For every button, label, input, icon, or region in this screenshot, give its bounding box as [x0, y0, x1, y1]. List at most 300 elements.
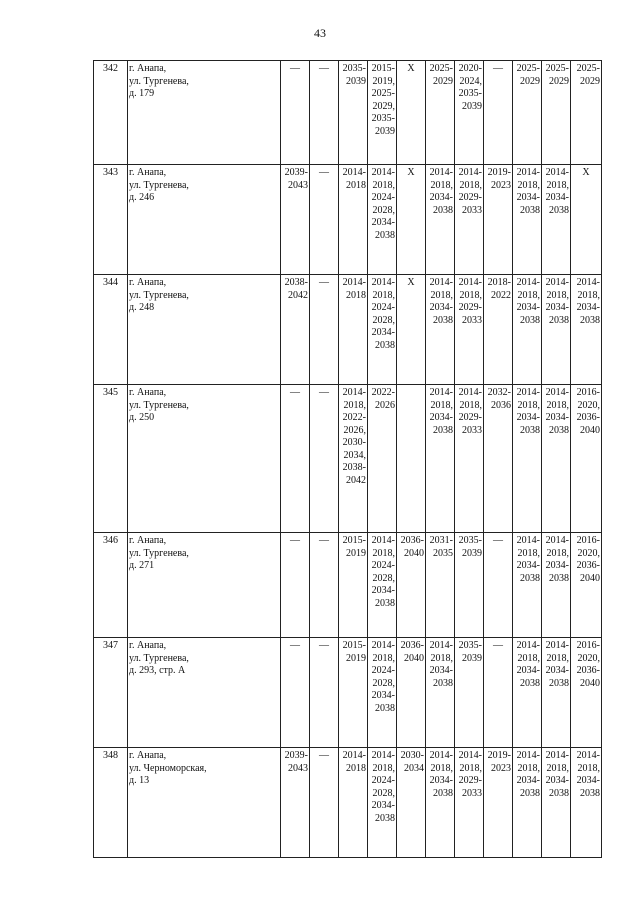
period-value: 2034-	[516, 412, 540, 423]
period-value: 2018,	[517, 179, 540, 191]
period-value: 2040	[580, 424, 600, 436]
period-value: 2039	[462, 547, 482, 559]
period-value: 2018,	[430, 179, 453, 191]
period-value: 2023	[491, 179, 511, 191]
period-value: 2014-	[342, 277, 366, 288]
period-value: 2038	[375, 702, 395, 714]
period-value: 2014-	[576, 750, 600, 761]
period-value: 2014-	[371, 167, 395, 178]
period-value: 2034-	[429, 302, 453, 313]
period-value: 2014-	[429, 167, 453, 178]
period-value: 2038	[549, 314, 569, 326]
period-value: 2026,	[343, 424, 366, 436]
period-value: 2040	[404, 652, 424, 664]
period-value: 2018,	[372, 652, 395, 664]
address-line: г. Анапа,	[129, 63, 167, 74]
period-value: 2033	[462, 787, 482, 799]
period-value: 2034-	[516, 560, 540, 571]
period-value: 2038	[520, 204, 540, 216]
period-value: —	[290, 387, 300, 398]
address-line: ул. Черноморская,	[129, 762, 207, 774]
period-value: 2014-	[429, 640, 453, 651]
period-value: 2014-	[458, 277, 482, 288]
period-cell	[368, 165, 397, 275]
period-cell	[397, 533, 426, 638]
period-value: X	[407, 167, 415, 178]
period-cell	[339, 638, 368, 748]
table-row	[94, 165, 602, 275]
period-value: 2038	[433, 204, 453, 216]
address-line: д. 246	[129, 192, 155, 203]
period-value: 2034-	[371, 690, 395, 701]
period-cell	[484, 275, 513, 385]
row-number: 342	[94, 61, 128, 165]
period-value: 2038-	[284, 277, 308, 288]
period-value: 2029-	[458, 412, 482, 423]
row-number: 346	[94, 533, 128, 638]
period-cell	[571, 165, 602, 275]
row-number: 347	[94, 638, 128, 748]
period-value: 2043	[288, 179, 308, 191]
period-value: 2034-	[371, 800, 395, 811]
address-line: д. 13	[129, 775, 150, 786]
period-value: 2019	[346, 547, 366, 559]
address-line: д. 271	[129, 560, 155, 571]
period-value: 2018-	[487, 277, 511, 288]
period-value: 2018,	[343, 399, 366, 411]
period-value: 2038	[580, 314, 600, 326]
period-value: 2018,	[459, 179, 482, 191]
table-row	[94, 638, 602, 748]
period-value: 2039	[375, 125, 395, 137]
period-value: 2014-	[516, 640, 540, 651]
period-value: 2018,	[546, 652, 569, 664]
address-line: г. Анапа,	[129, 640, 167, 651]
period-value: 2014-	[516, 167, 540, 178]
period-value: 2028,	[372, 204, 395, 216]
period-value: 2018,	[546, 179, 569, 191]
period-value: 2014-	[342, 750, 366, 761]
period-value: 2022-	[371, 387, 395, 398]
period-cell	[426, 275, 455, 385]
address-line: ул. Тургенева,	[129, 399, 189, 411]
period-value: 2038	[549, 677, 569, 689]
period-cell	[397, 638, 426, 748]
period-value: 2036-	[576, 560, 600, 571]
period-value: 2040	[580, 572, 600, 584]
address-cell	[128, 638, 281, 748]
period-value: 2042	[346, 474, 366, 486]
period-value: 2034-	[429, 192, 453, 203]
period-cell	[310, 275, 339, 385]
period-value: 2038	[433, 424, 453, 436]
table-row	[94, 61, 602, 165]
period-cell	[368, 385, 397, 533]
period-value: 2024-	[371, 665, 395, 676]
period-value: 2034-	[545, 665, 569, 676]
period-cell	[397, 748, 426, 858]
period-value: 2022-	[342, 412, 366, 423]
period-value: 2018,	[430, 652, 453, 664]
period-cell	[339, 385, 368, 533]
period-value: 2039	[346, 75, 366, 87]
period-value: 2033	[462, 424, 482, 436]
period-cell	[455, 165, 484, 275]
period-value: 2030-	[400, 750, 424, 761]
address-cell	[128, 748, 281, 858]
period-value: —	[290, 535, 300, 546]
period-value: X	[407, 63, 415, 74]
period-cell	[397, 385, 426, 533]
period-value: 2034-	[545, 412, 569, 423]
period-value: 2018,	[577, 762, 600, 774]
address-line: д. 248	[129, 302, 155, 313]
period-value: 2018,	[430, 289, 453, 301]
period-value: 2038	[375, 339, 395, 351]
period-cell	[571, 275, 602, 385]
period-value: 2034-	[545, 775, 569, 786]
period-cell	[455, 275, 484, 385]
period-value: 2024-	[371, 560, 395, 571]
period-value: 2018,	[546, 289, 569, 301]
period-cell	[484, 385, 513, 533]
period-value: 2014-	[576, 277, 600, 288]
period-cell	[368, 638, 397, 748]
page-number: 43	[314, 26, 326, 40]
period-value: 2018,	[546, 547, 569, 559]
period-value: 2018,	[517, 399, 540, 411]
address-line: ул. Тургенева,	[129, 547, 189, 559]
period-value: 2018,	[459, 762, 482, 774]
period-cell	[310, 533, 339, 638]
period-value: 2034,	[343, 449, 366, 461]
period-value: 2014-	[516, 277, 540, 288]
period-value: —	[319, 167, 329, 178]
period-cell	[455, 61, 484, 165]
table-row	[94, 385, 602, 533]
table-row	[94, 275, 602, 385]
period-cell	[281, 385, 310, 533]
period-value: 2038	[549, 424, 569, 436]
period-value: 2014-	[429, 750, 453, 761]
period-value: 2020,	[577, 652, 600, 664]
period-value: 2014-	[342, 167, 366, 178]
period-value: —	[319, 277, 329, 288]
period-value: 2038	[520, 787, 540, 799]
period-value: 2036-	[576, 412, 600, 423]
period-value: 2042	[288, 289, 308, 301]
period-value: 2018,	[372, 289, 395, 301]
period-cell	[339, 61, 368, 165]
period-cell	[542, 638, 571, 748]
period-value: 2016-	[576, 640, 600, 651]
period-value: X	[407, 277, 415, 288]
period-value: 2018,	[517, 652, 540, 664]
period-value: 2018,	[517, 547, 540, 559]
period-cell	[310, 385, 339, 533]
period-cell	[484, 165, 513, 275]
period-cell	[513, 638, 542, 748]
period-value: 2036	[491, 399, 511, 411]
period-value: 2018,	[546, 399, 569, 411]
period-cell	[484, 533, 513, 638]
period-value: 2029,	[372, 100, 395, 112]
period-cell	[542, 275, 571, 385]
period-value: 2028,	[372, 314, 395, 326]
period-cell	[455, 638, 484, 748]
period-value: 2028,	[372, 787, 395, 799]
period-value: 2029-	[458, 192, 482, 203]
period-value: 2014-	[516, 750, 540, 761]
period-value: 2029-	[458, 775, 482, 786]
period-value: 2033	[462, 204, 482, 216]
period-value: 2020-	[458, 63, 482, 74]
period-value: 2029	[520, 75, 540, 87]
period-value: 2036-	[576, 665, 600, 676]
period-value: —	[319, 63, 329, 74]
period-value: 2040	[580, 677, 600, 689]
period-value: 2019-	[487, 167, 511, 178]
period-value: 2014-	[545, 387, 569, 398]
period-cell	[513, 275, 542, 385]
period-value: 2025-	[371, 88, 395, 99]
period-value: 2014-	[545, 277, 569, 288]
period-cell	[339, 533, 368, 638]
period-value: 2015-	[342, 535, 366, 546]
period-cell	[397, 165, 426, 275]
period-cell	[571, 533, 602, 638]
period-value: 2038	[433, 787, 453, 799]
address-line: ул. Тургенева,	[129, 289, 189, 301]
row-number: 343	[94, 165, 128, 275]
period-value: 2039	[462, 100, 482, 112]
period-value: 2038	[375, 597, 395, 609]
period-value: —	[319, 640, 329, 651]
period-value: 2023	[491, 762, 511, 774]
period-value: 2019-	[487, 750, 511, 761]
period-cell	[571, 748, 602, 858]
period-value: —	[290, 63, 300, 74]
period-value: —	[319, 750, 329, 761]
period-cell	[368, 61, 397, 165]
period-value: 2034-	[429, 665, 453, 676]
period-value: 2038	[549, 787, 569, 799]
period-value: 2018	[346, 289, 366, 301]
period-value: 2018	[346, 762, 366, 774]
period-cell	[397, 61, 426, 165]
period-value: 2014-	[458, 167, 482, 178]
period-value: —	[319, 535, 329, 546]
period-cell	[513, 748, 542, 858]
period-cell	[426, 638, 455, 748]
period-cell	[455, 748, 484, 858]
period-value: 2015-	[371, 63, 395, 74]
period-value: 2025-	[576, 63, 600, 74]
period-value: 2039	[462, 652, 482, 664]
period-value: 2034-	[429, 412, 453, 423]
period-value: 2035-	[371, 113, 395, 124]
period-value: 2024,	[459, 75, 482, 87]
period-value: 2035-	[458, 640, 482, 651]
period-value: 2014-	[371, 640, 395, 651]
period-value: 2014-	[429, 277, 453, 288]
table-row	[94, 748, 602, 858]
address-line: г. Анапа,	[129, 167, 167, 178]
period-cell	[542, 165, 571, 275]
address-cell	[128, 385, 281, 533]
period-value: 2040	[404, 547, 424, 559]
period-value: 2034-	[576, 302, 600, 313]
period-cell	[513, 165, 542, 275]
period-value: 2034-	[545, 560, 569, 571]
period-value: 2014-	[458, 387, 482, 398]
period-cell	[455, 533, 484, 638]
period-value: 2038	[375, 812, 395, 824]
period-value: 2014-	[545, 535, 569, 546]
period-value: 2022	[491, 289, 511, 301]
row-number: 348	[94, 748, 128, 858]
period-value: 2018	[346, 179, 366, 191]
period-value: 2018,	[546, 762, 569, 774]
table-body	[94, 61, 602, 858]
period-value: 2038	[375, 229, 395, 241]
period-value: 2038	[433, 677, 453, 689]
period-value: 2035-	[458, 535, 482, 546]
period-value: 2014-	[371, 277, 395, 288]
period-value: 2034-	[545, 302, 569, 313]
period-value: 2029	[549, 75, 569, 87]
period-value: 2034-	[429, 775, 453, 786]
period-cell	[542, 385, 571, 533]
period-cell	[397, 275, 426, 385]
period-value: 2018,	[372, 762, 395, 774]
address-line: г. Анапа,	[129, 750, 167, 761]
period-value: —	[319, 387, 329, 398]
period-value: 2014-	[516, 387, 540, 398]
period-value: 2038	[580, 787, 600, 799]
period-value: 2018,	[577, 289, 600, 301]
period-value: 2018,	[372, 547, 395, 559]
period-value: 2020,	[577, 547, 600, 559]
period-cell	[339, 275, 368, 385]
period-value: 2024-	[371, 192, 395, 203]
period-value: 2034-	[371, 327, 395, 338]
period-value: 2036-	[400, 535, 424, 546]
period-value: 2014-	[545, 167, 569, 178]
period-value: 2033	[462, 314, 482, 326]
period-value: —	[493, 640, 503, 651]
address-line: ул. Тургенева,	[129, 179, 189, 191]
period-value: 2014-	[371, 535, 395, 546]
period-value: 2024-	[371, 302, 395, 313]
period-value: 2031-	[429, 535, 453, 546]
period-value: 2038	[520, 314, 540, 326]
period-value: —	[493, 535, 503, 546]
address-cell	[128, 165, 281, 275]
period-value: 2038	[520, 424, 540, 436]
period-cell	[455, 385, 484, 533]
period-value: 2018,	[517, 289, 540, 301]
period-cell	[310, 748, 339, 858]
period-cell	[484, 61, 513, 165]
period-value: 2039-	[284, 167, 308, 178]
period-value: 2019	[346, 652, 366, 664]
address-line: г. Анапа,	[129, 387, 167, 398]
period-cell	[513, 61, 542, 165]
period-value: 2014-	[516, 535, 540, 546]
period-cell	[426, 61, 455, 165]
period-cell	[281, 638, 310, 748]
period-value: 2038-	[342, 462, 366, 473]
period-value: 2025-	[516, 63, 540, 74]
period-value: 2034-	[371, 217, 395, 228]
table-row	[94, 533, 602, 638]
row-number: 344	[94, 275, 128, 385]
period-value: 2028,	[372, 677, 395, 689]
period-value: 2018,	[372, 179, 395, 191]
period-cell	[513, 385, 542, 533]
period-cell	[571, 385, 602, 533]
period-cell	[426, 165, 455, 275]
period-cell	[368, 533, 397, 638]
period-cell	[310, 61, 339, 165]
period-value: 2014-	[545, 750, 569, 761]
period-value: 2034-	[576, 775, 600, 786]
address-line: д. 179	[129, 88, 155, 99]
period-cell	[310, 638, 339, 748]
period-value: 2038	[549, 572, 569, 584]
address-line: г. Анапа,	[129, 535, 167, 546]
period-value: —	[290, 640, 300, 651]
period-cell	[484, 748, 513, 858]
period-value: 2043	[288, 762, 308, 774]
period-value: 2035	[433, 547, 453, 559]
period-value: 2035-	[342, 63, 366, 74]
period-value: 2020,	[577, 399, 600, 411]
address-line: ул. Тургенева,	[129, 75, 189, 87]
period-value: 2030-	[342, 437, 366, 448]
period-value: 2019,	[372, 75, 395, 87]
period-cell	[571, 61, 602, 165]
period-cell	[571, 638, 602, 748]
period-value: 2018,	[430, 762, 453, 774]
period-value: 2034	[404, 762, 424, 774]
period-cell	[513, 533, 542, 638]
period-value: 2025-	[545, 63, 569, 74]
period-value: 2014-	[458, 750, 482, 761]
period-value: 2014-	[371, 750, 395, 761]
period-cell	[281, 533, 310, 638]
period-value: 2024-	[371, 775, 395, 786]
period-cell	[281, 61, 310, 165]
period-value: 2029	[433, 75, 453, 87]
period-cell	[339, 165, 368, 275]
period-value: 2034-	[545, 192, 569, 203]
period-cell	[281, 748, 310, 858]
period-cell	[310, 165, 339, 275]
period-value: 2035-	[458, 88, 482, 99]
address-line: д. 293, стр. А	[129, 665, 186, 676]
period-cell	[281, 165, 310, 275]
address-cell	[128, 533, 281, 638]
address-line: г. Анапа,	[129, 277, 167, 288]
period-cell	[339, 748, 368, 858]
period-value: 2014-	[429, 387, 453, 398]
period-value: 2034-	[516, 302, 540, 313]
address-cell	[128, 275, 281, 385]
address-line: ул. Тургенева,	[129, 652, 189, 664]
period-value: 2034-	[371, 585, 395, 596]
